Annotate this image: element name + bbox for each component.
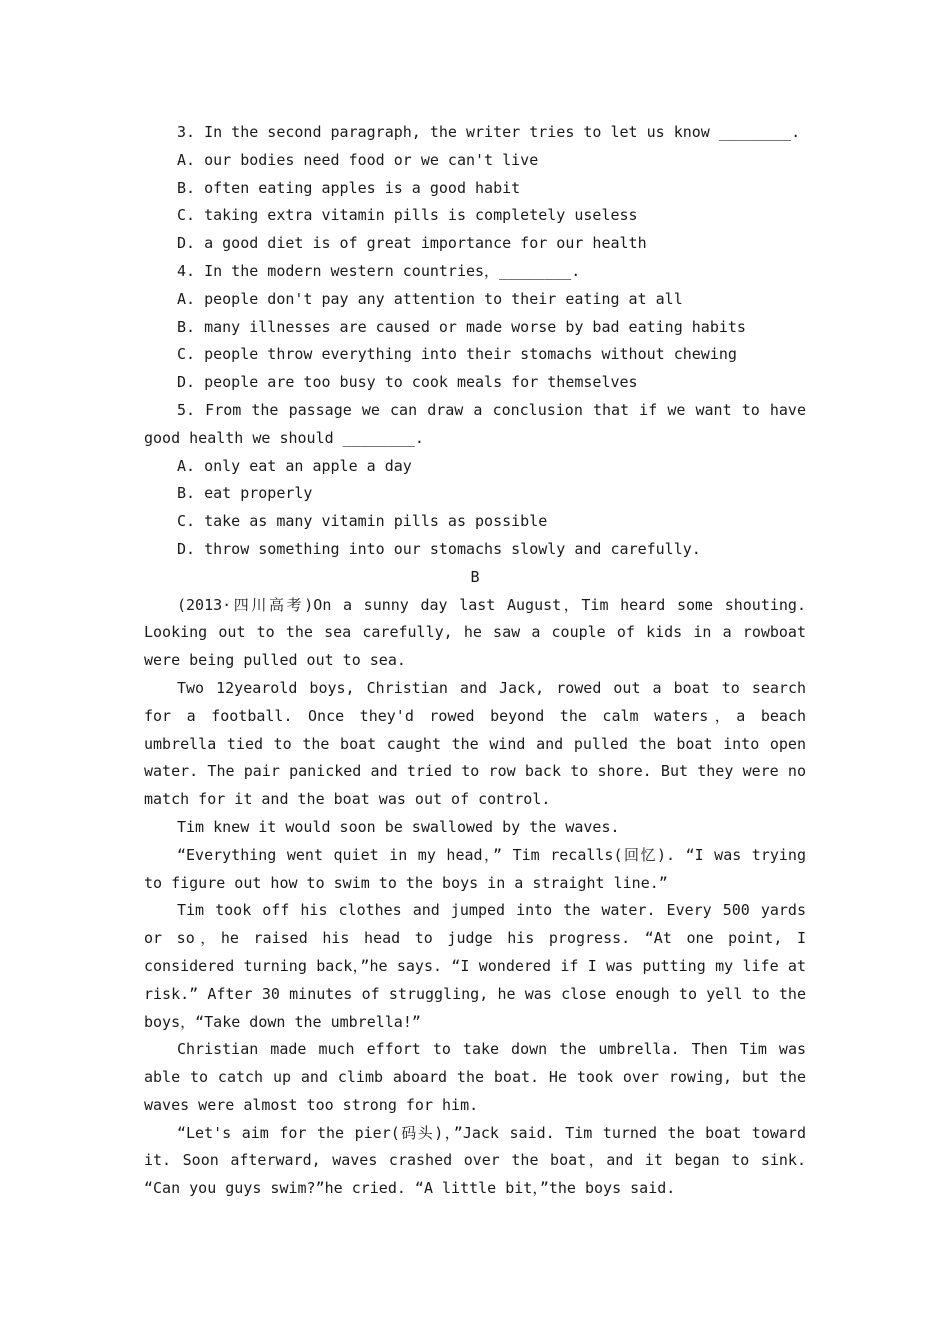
reading-passage	[144, 592, 806, 1204]
option-b: B. eat properly	[177, 484, 313, 503]
option-d: D. a good diet is of great importance for our health	[177, 234, 647, 253]
option-c: C. take as many vitamin pills as possible	[177, 512, 548, 531]
option-b: B. many illnesses are caused or made worse by bad eating habits	[177, 317, 746, 336]
passage-paragraph: Tim took off his clothes and jumped into the water. Every 500 yards or so，he raised his head to judge his progress. “At one point, I considered turning back，”he says. “I wondered if I was putting my life at risk.” After 30 minutes of struggling, he was close enough to yell to the boys，“Take down the umbrella!”	[144, 901, 806, 1031]
passage-paragraph: “Everything went quiet in my head，” Tim recalls(回忆). “I was trying to figure out how to swim to the boys in a straight line.”	[144, 845, 806, 892]
option-a: A. only eat an apple a day	[177, 456, 412, 475]
option-a: A. our bodies need food or we can't live	[177, 150, 539, 169]
question-3	[144, 119, 806, 258]
option-a: A. people don't pay any attention to their eating at all	[177, 289, 683, 308]
question-stem: 5. From the passage we can draw a conclusion that if we want to have good health we should ________.	[144, 400, 806, 447]
passage-paragraph: Tim knew it would soon be swallowed by the waves.	[177, 817, 620, 836]
passage-paragraph: (2013·四川高考)On a sunny day last August，Tim heard some shouting. Looking out to the sea carefully, he saw a couple of kids in a rowboat were being pulled out to sea.	[144, 595, 806, 670]
option-b: B. often eating apples is a good habit	[177, 178, 521, 197]
question-4	[144, 258, 806, 397]
option-c: C. taking extra vitamin pills is completely useless	[177, 206, 638, 225]
passage-paragraph: Two 12yearold boys, Christian and Jack, rowed out a boat to search for a football. Once they'd rowed beyond the calm waters，a beach umbrella tied to the boat caught the wind and pulled the boat into open water. The pair panicked and tried to row back to shore. But they were no match for it and the boat was out of control.	[144, 678, 806, 809]
document-page	[144, 119, 806, 1203]
option-d: D. throw something into our stomachs slowly and carefully.	[177, 539, 701, 558]
passage-paragraph: “Let's aim for the pier(码头)，”Jack said. Tim turned the boat toward it. Soon afterward, waves crashed over the boat，and it began to sink. “Can you guys swim?”he cried. “A little bit，”the boys said.	[144, 1123, 806, 1198]
option-d: D. people are too busy to cook meals for themselves	[177, 373, 638, 392]
section-heading: B	[470, 567, 480, 586]
question-stem: 3. In the second paragraph, the writer tries to let us know ________.	[177, 123, 801, 141]
option-c: C. people throw everything into their stomachs without chewing	[177, 345, 737, 364]
passage-paragraph: Christian made much effort to take down the umbrella. Then Tim was able to catch up and climb aboard the boat. He took over rowing, but the waves were almost too strong for him.	[144, 1040, 806, 1114]
question-stem: 4. In the modern western countries，________.	[177, 261, 581, 280]
question-5	[144, 397, 806, 564]
